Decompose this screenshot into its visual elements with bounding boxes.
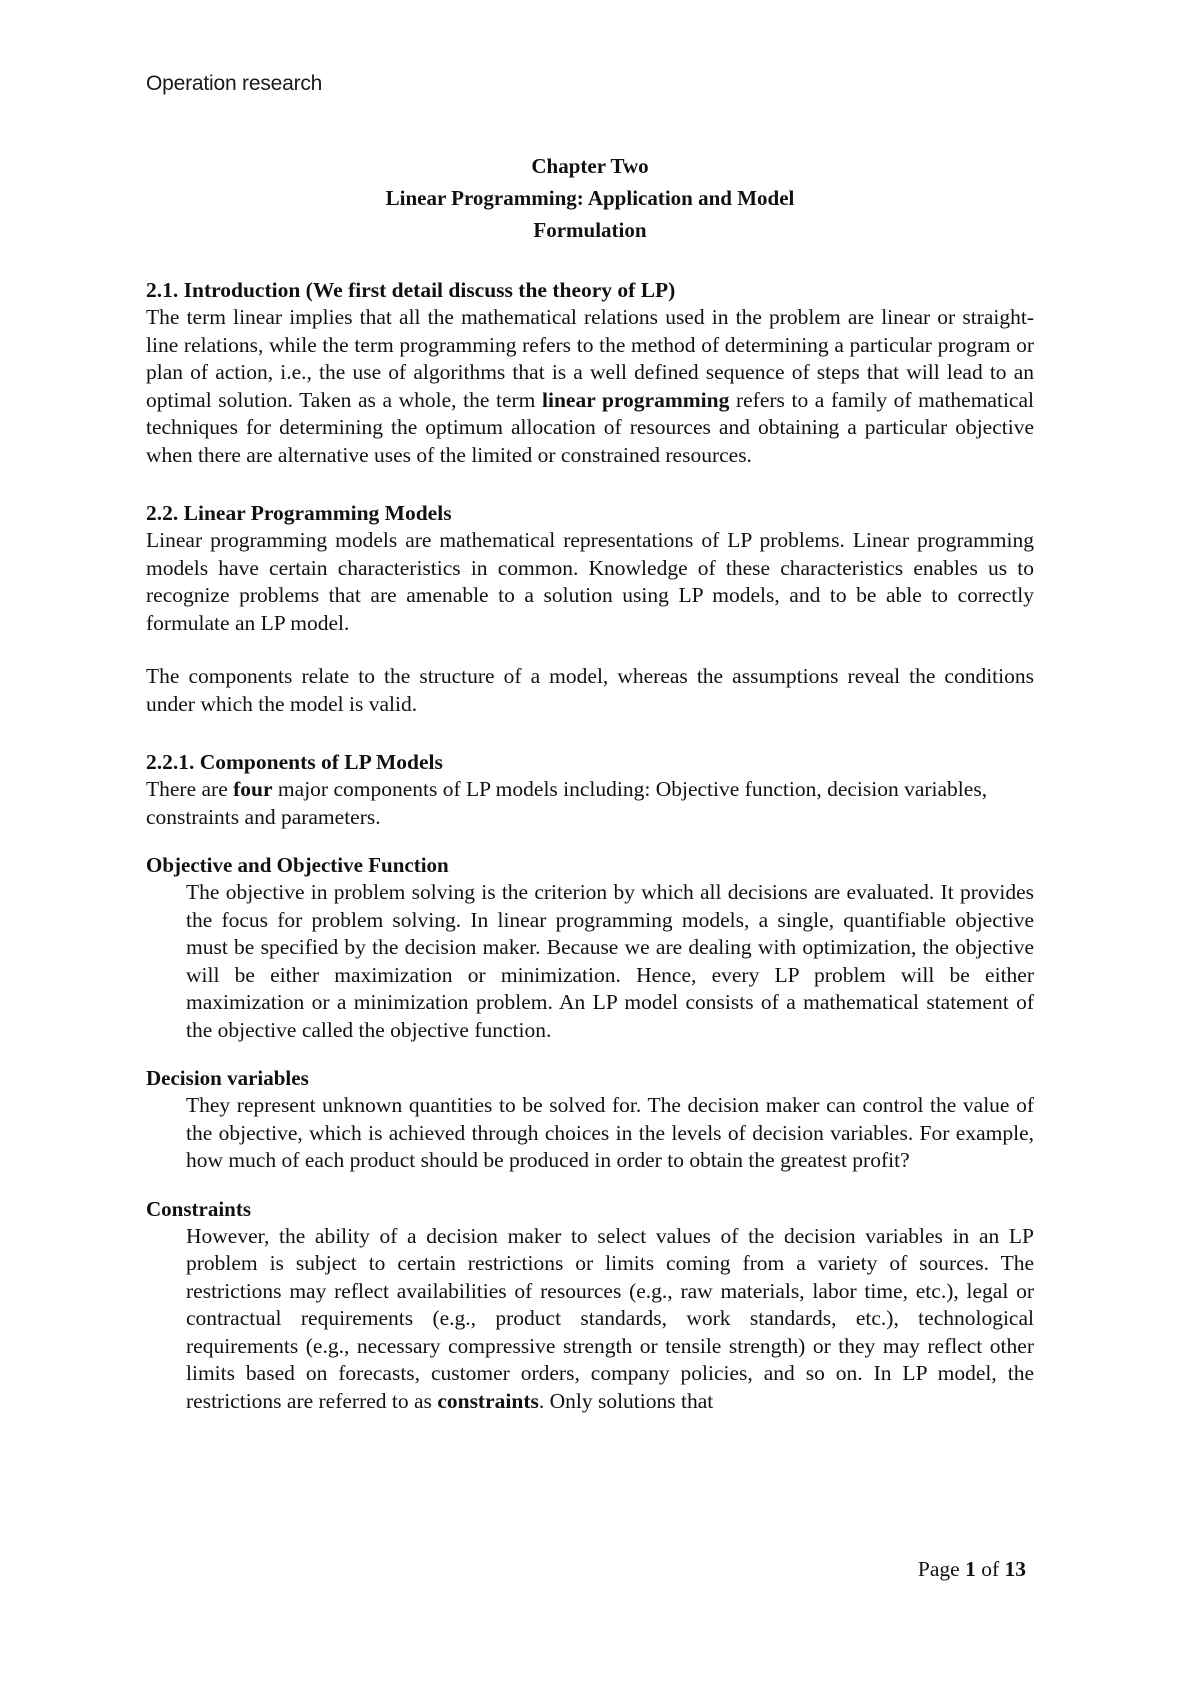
constraints-bold-term: constraints <box>437 1388 539 1413</box>
constraints-text-b: . Only solutions that <box>538 1388 714 1413</box>
page-word: Page <box>917 1557 966 1581</box>
chapter-title <box>146 150 1034 246</box>
section-2-2-1-paragraph <box>146 776 1034 831</box>
section-2-1-heading: 2.1. Introduction (We first detail discuss the theory of LP) <box>146 278 676 302</box>
constraints-heading: Constraints <box>146 1196 252 1221</box>
objective-paragraph: The objective in problem solving is the criterion by which all decisions are evaluated. It provides the focus for problem solving. In linear programming models, a single, quantifiable objective must be specified by the decision maker. Because we are dealing with optimization, the objective will be either maximization or minimization. Hence, every LP problem will be either maximization or a minimization problem. An LP model consists of a mathematical statement of the objective called the objective function. <box>186 880 1034 1042</box>
decision-variables-paragraph: They represent unknown quantities to be solved for. The decision maker can control the value of the objective, which is achieved through choices in the levels of decision variables. For example, how much of each product should be produced in order to obtain the greatest profit? <box>186 1093 1034 1172</box>
section-2-2-1-heading: 2.2.1. Components of LP Models <box>146 750 443 774</box>
running-header: Operation research <box>146 72 323 95</box>
chapter-title-line-1: Chapter Two <box>531 154 649 178</box>
section-2-1-paragraph <box>146 304 1034 469</box>
document-body <box>146 150 1034 1415</box>
page-total: 13 <box>1004 1557 1026 1581</box>
section-2-1-text-a: The term linear implies that all the mathematical relations used in the problem are linear or straight-line relations, while the term programming refers to the method of determining a particular program or plan of action, i.e., the use of algorithms that is a well defined sequence of steps that will lead to an optimal solution. Taken as a whole, the term <box>146 305 1034 412</box>
page-footer <box>918 1557 1026 1582</box>
section-2-1-text-b: refers to a family of mathematical techniques for determining the optimum allocation of resources and obtaining a particular objective when there are alternative uses of the limited or constrained resources. <box>146 387 1034 467</box>
page-current: 1 <box>965 1557 976 1581</box>
section-2-2-paragraph-1: Linear programming models are mathematical representations of LP problems. Linear programming models have certain characteristics in common. Knowledge of these characteristics enables us to recognize problems that are amenable to a solution using LP models, and to be able to correctly formulate an LP model. <box>146 528 1034 635</box>
section-2-2-heading: 2.2. Linear Programming Models <box>146 501 452 525</box>
section-2-1-bold-term: linear programming <box>542 387 730 412</box>
objective-heading: Objective and Objective Function <box>146 853 449 877</box>
section-2-2-1-bold-word: four <box>233 777 273 801</box>
section-2-2-1-text-a: There are <box>146 777 234 801</box>
chapter-title-line-3: Formulation <box>533 218 647 242</box>
chapter-title-line-2: Linear Programming: Application and Model <box>385 186 795 210</box>
constraints-paragraph <box>146 1223 1034 1416</box>
page-of-word: of <box>975 1557 1005 1581</box>
section-2-2-1-text-b: major components of LP models including: Objective function, decision variables, constraints and parameters. <box>146 777 988 829</box>
constraints-text-a: However, the ability of a decision maker to select values of the decision variables in an LP problem is subject to certain restrictions or limits coming from a variety of sources. The restrictions may reflect availabilities of resources (e.g., raw materials, labor time, etc.), legal or contractual requirements (e.g., product standards, work standards, etc.), technological requirements (e.g., necessary compressive strength or tensile strength) or they may reflect other limits based on forecasts, customer orders, company policies, and so on. In LP model, the restrictions are referred to as <box>186 1223 1034 1413</box>
decision-variables-heading: Decision variables <box>146 1066 309 1090</box>
section-2-2-paragraph-2: The components relate to the structure of a model, whereas the assumptions reveal the conditions under which the model is valid. <box>146 664 1034 716</box>
